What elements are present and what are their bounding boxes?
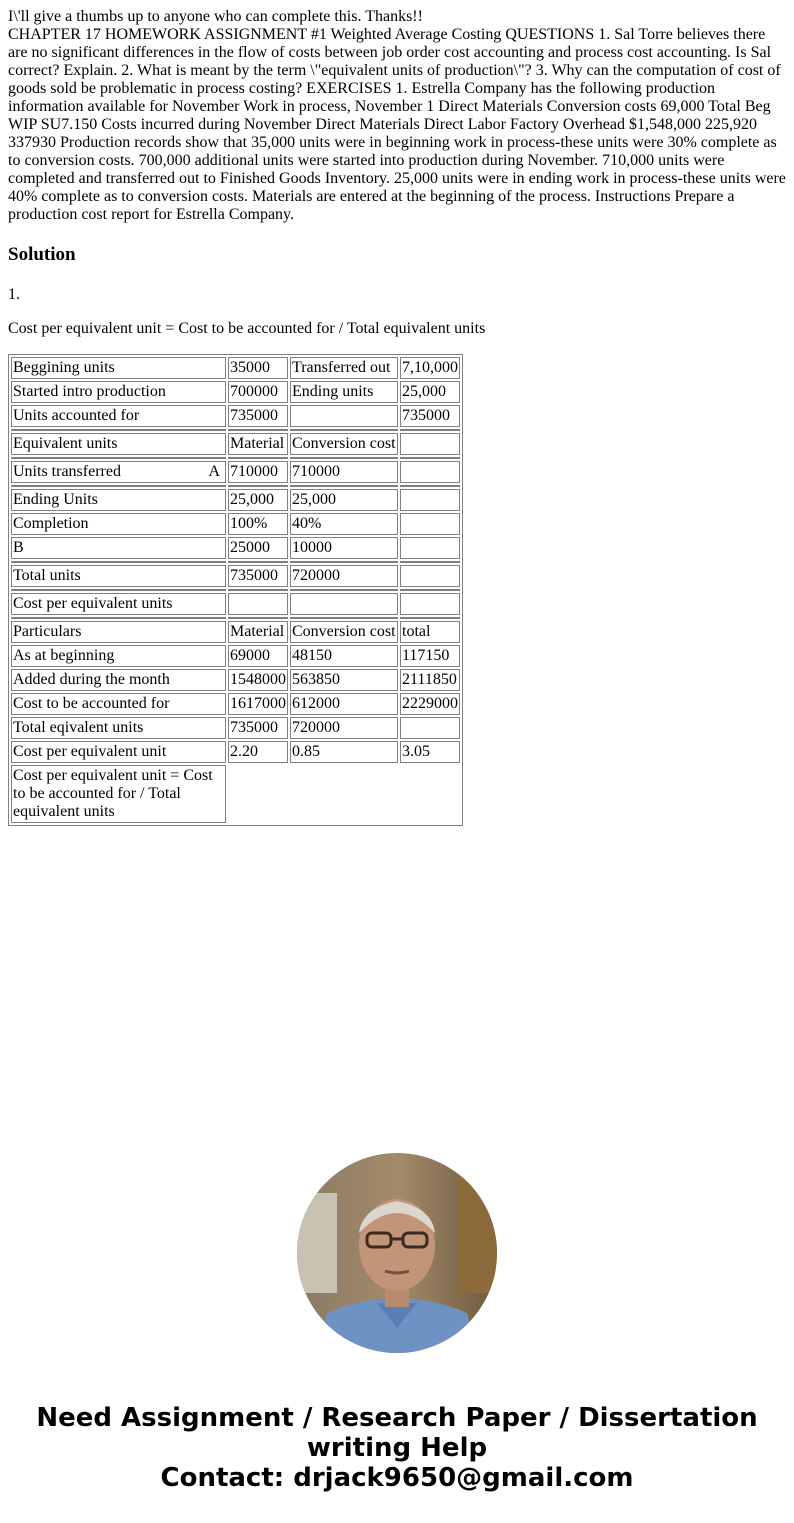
table-cell: 100% <box>228 513 288 535</box>
table-cell: Material <box>228 433 288 455</box>
table-cell: Cost per equivalent units <box>11 593 226 615</box>
table-cell <box>400 513 460 535</box>
solution-formula: Cost per equivalent unit = Cost to be accounted for / Total equivalent units <box>8 320 486 337</box>
table-cell: B <box>11 537 226 559</box>
table-cell <box>228 593 288 615</box>
table-cell <box>400 717 460 739</box>
table-cell <box>400 489 460 511</box>
table-cell: total <box>400 621 460 643</box>
table-cell: 10000 <box>290 537 398 559</box>
table-cell: 720000 <box>290 565 398 587</box>
table-cell: 720000 <box>290 717 398 739</box>
table-cell: 2111850 <box>400 669 460 691</box>
table-separator <box>11 429 460 431</box>
table-cell: As at beginning <box>11 645 226 667</box>
table-cell: Total eqivalent units <box>11 717 226 739</box>
table-row <box>11 621 460 643</box>
table-cell: 3.05 <box>400 741 460 763</box>
table-cell <box>400 537 460 559</box>
table-cell: Ending Units <box>11 489 226 511</box>
table-cell: Started intro production <box>11 381 226 403</box>
contact-banner <box>0 1403 794 1493</box>
table-cell: 2229000 <box>400 693 460 715</box>
table-cell: 2.20 <box>228 741 288 763</box>
table-cell: 1548000 <box>228 669 288 691</box>
table-cell: 1617000 <box>228 693 288 715</box>
table-cell: 35000 <box>228 357 288 379</box>
table-cell: Completion <box>11 513 226 535</box>
table-cell: 25,000 <box>290 489 398 511</box>
table-cell: 700000 <box>228 381 288 403</box>
table-cell: 735000 <box>400 405 460 427</box>
table-row <box>11 765 460 823</box>
table-row <box>11 593 460 615</box>
table-row <box>11 405 460 427</box>
table-row <box>11 741 460 763</box>
units-transferred-label: Units transferred <box>13 463 121 480</box>
table-cell: 25,000 <box>400 381 460 403</box>
table-row <box>11 357 460 379</box>
table-cell: Conversion cost <box>290 621 398 643</box>
table-cell: 48150 <box>290 645 398 667</box>
marker-a: A <box>208 463 220 480</box>
table-cell: Material <box>228 621 288 643</box>
table-row <box>11 669 460 691</box>
table-separator <box>11 617 460 619</box>
table-cell: 25000 <box>228 537 288 559</box>
solution-heading: Solution <box>8 244 76 265</box>
table-cell: Beggining units <box>11 357 226 379</box>
table-cell: 7,10,000 <box>400 357 460 379</box>
table-cell: Cost per equivalent unit <box>11 741 226 763</box>
production-cost-table <box>8 354 463 826</box>
table-cell <box>400 461 460 483</box>
table-row <box>11 537 460 559</box>
table-cell: 710000 <box>290 461 398 483</box>
table-row <box>11 513 460 535</box>
table-cell: Total units <box>11 565 226 587</box>
table-cell <box>400 565 460 587</box>
table-cell: Cost to be accounted for <box>11 693 226 715</box>
avatar-portrait <box>297 1153 497 1353</box>
banner-line-1: Need Assignment / Research Paper / Dissertation <box>36 1403 758 1433</box>
table-cell: 612000 <box>290 693 398 715</box>
question-block <box>8 8 788 224</box>
table-cell: 25,000 <box>228 489 288 511</box>
table-row <box>11 461 460 483</box>
table-cell: Particulars <box>11 621 226 643</box>
table-cell: 0.85 <box>290 741 398 763</box>
table-cell: Added during the month <box>11 669 226 691</box>
table-separator <box>11 457 460 459</box>
table-cell: 735000 <box>228 405 288 427</box>
table-cell: Transferred out <box>290 357 398 379</box>
question-body: CHAPTER 17 HOMEWORK ASSIGNMENT #1 Weighted Average Costing QUESTIONS 1. Sal Torre believes there are no significant differences in the flow of costs between job order cost accounting and process cost accounting. Is Sal correct? Explain. 2. What is meant by the term \"equivalent units of production\"? 3. Why can the computation of cost of goods sold be problematic in process costing? EXERCISES 1. Estrella Company has the following production information available for November Work in process, November 1 Direct Materials Conversion costs 69,000 Total Beg WIP SU7.150 Costs incurred during November Direct Materials Direct Labor Factory Overhead $1,548,000 225,920 337930 Production records show that 35,000 units were in beginning work in process-these units were 30% complete as to conversion costs. 700,000 additional units were started into production during November. 710,000 units were completed and transferred out to Finished Goods Inventory. 25,000 units were in ending work in process-these units were 40% complete as to conversion costs. Materials are entered at the beginning of the process. Instructions Prepare a production cost report for Estrella Company. <box>8 26 786 223</box>
table-row <box>11 717 460 739</box>
table-cell <box>290 405 398 427</box>
table-row <box>11 433 460 455</box>
table-separator <box>11 485 460 487</box>
table-cell <box>290 593 398 615</box>
table-row <box>11 645 460 667</box>
table-cell-formula: Cost per equivalent unit = Cost to be accounted for / Total equivalent units <box>11 765 226 823</box>
table-cell <box>400 593 460 615</box>
table-separator <box>11 561 460 563</box>
table-cell: 69000 <box>228 645 288 667</box>
table-cell: Units accounted for <box>11 405 226 427</box>
document-content <box>8 8 788 826</box>
banner-line-2: writing Help <box>306 1433 488 1463</box>
table-cell <box>11 461 226 483</box>
table-cell: Ending units <box>290 381 398 403</box>
table-cell: Equivalent units <box>11 433 226 455</box>
table-row <box>11 381 460 403</box>
question-intro: I\'ll give a thumbs up to anyone who can complete this. Thanks!! <box>8 8 423 25</box>
solution-number: 1. <box>8 286 20 303</box>
table-cell: 735000 <box>228 717 288 739</box>
table-cell: 117150 <box>400 645 460 667</box>
table-cell: 710000 <box>228 461 288 483</box>
table-cell: Conversion cost <box>290 433 398 455</box>
table-row <box>11 693 460 715</box>
table-cell: 563850 <box>290 669 398 691</box>
table-cell: 735000 <box>228 565 288 587</box>
table-row <box>11 489 460 511</box>
table-separator <box>11 589 460 591</box>
table-cell: 40% <box>290 513 398 535</box>
author-avatar <box>297 1153 497 1353</box>
banner-contact-email: Contact: drjack9650@gmail.com <box>160 1463 634 1493</box>
table-row <box>11 565 460 587</box>
table-cell <box>400 433 460 455</box>
